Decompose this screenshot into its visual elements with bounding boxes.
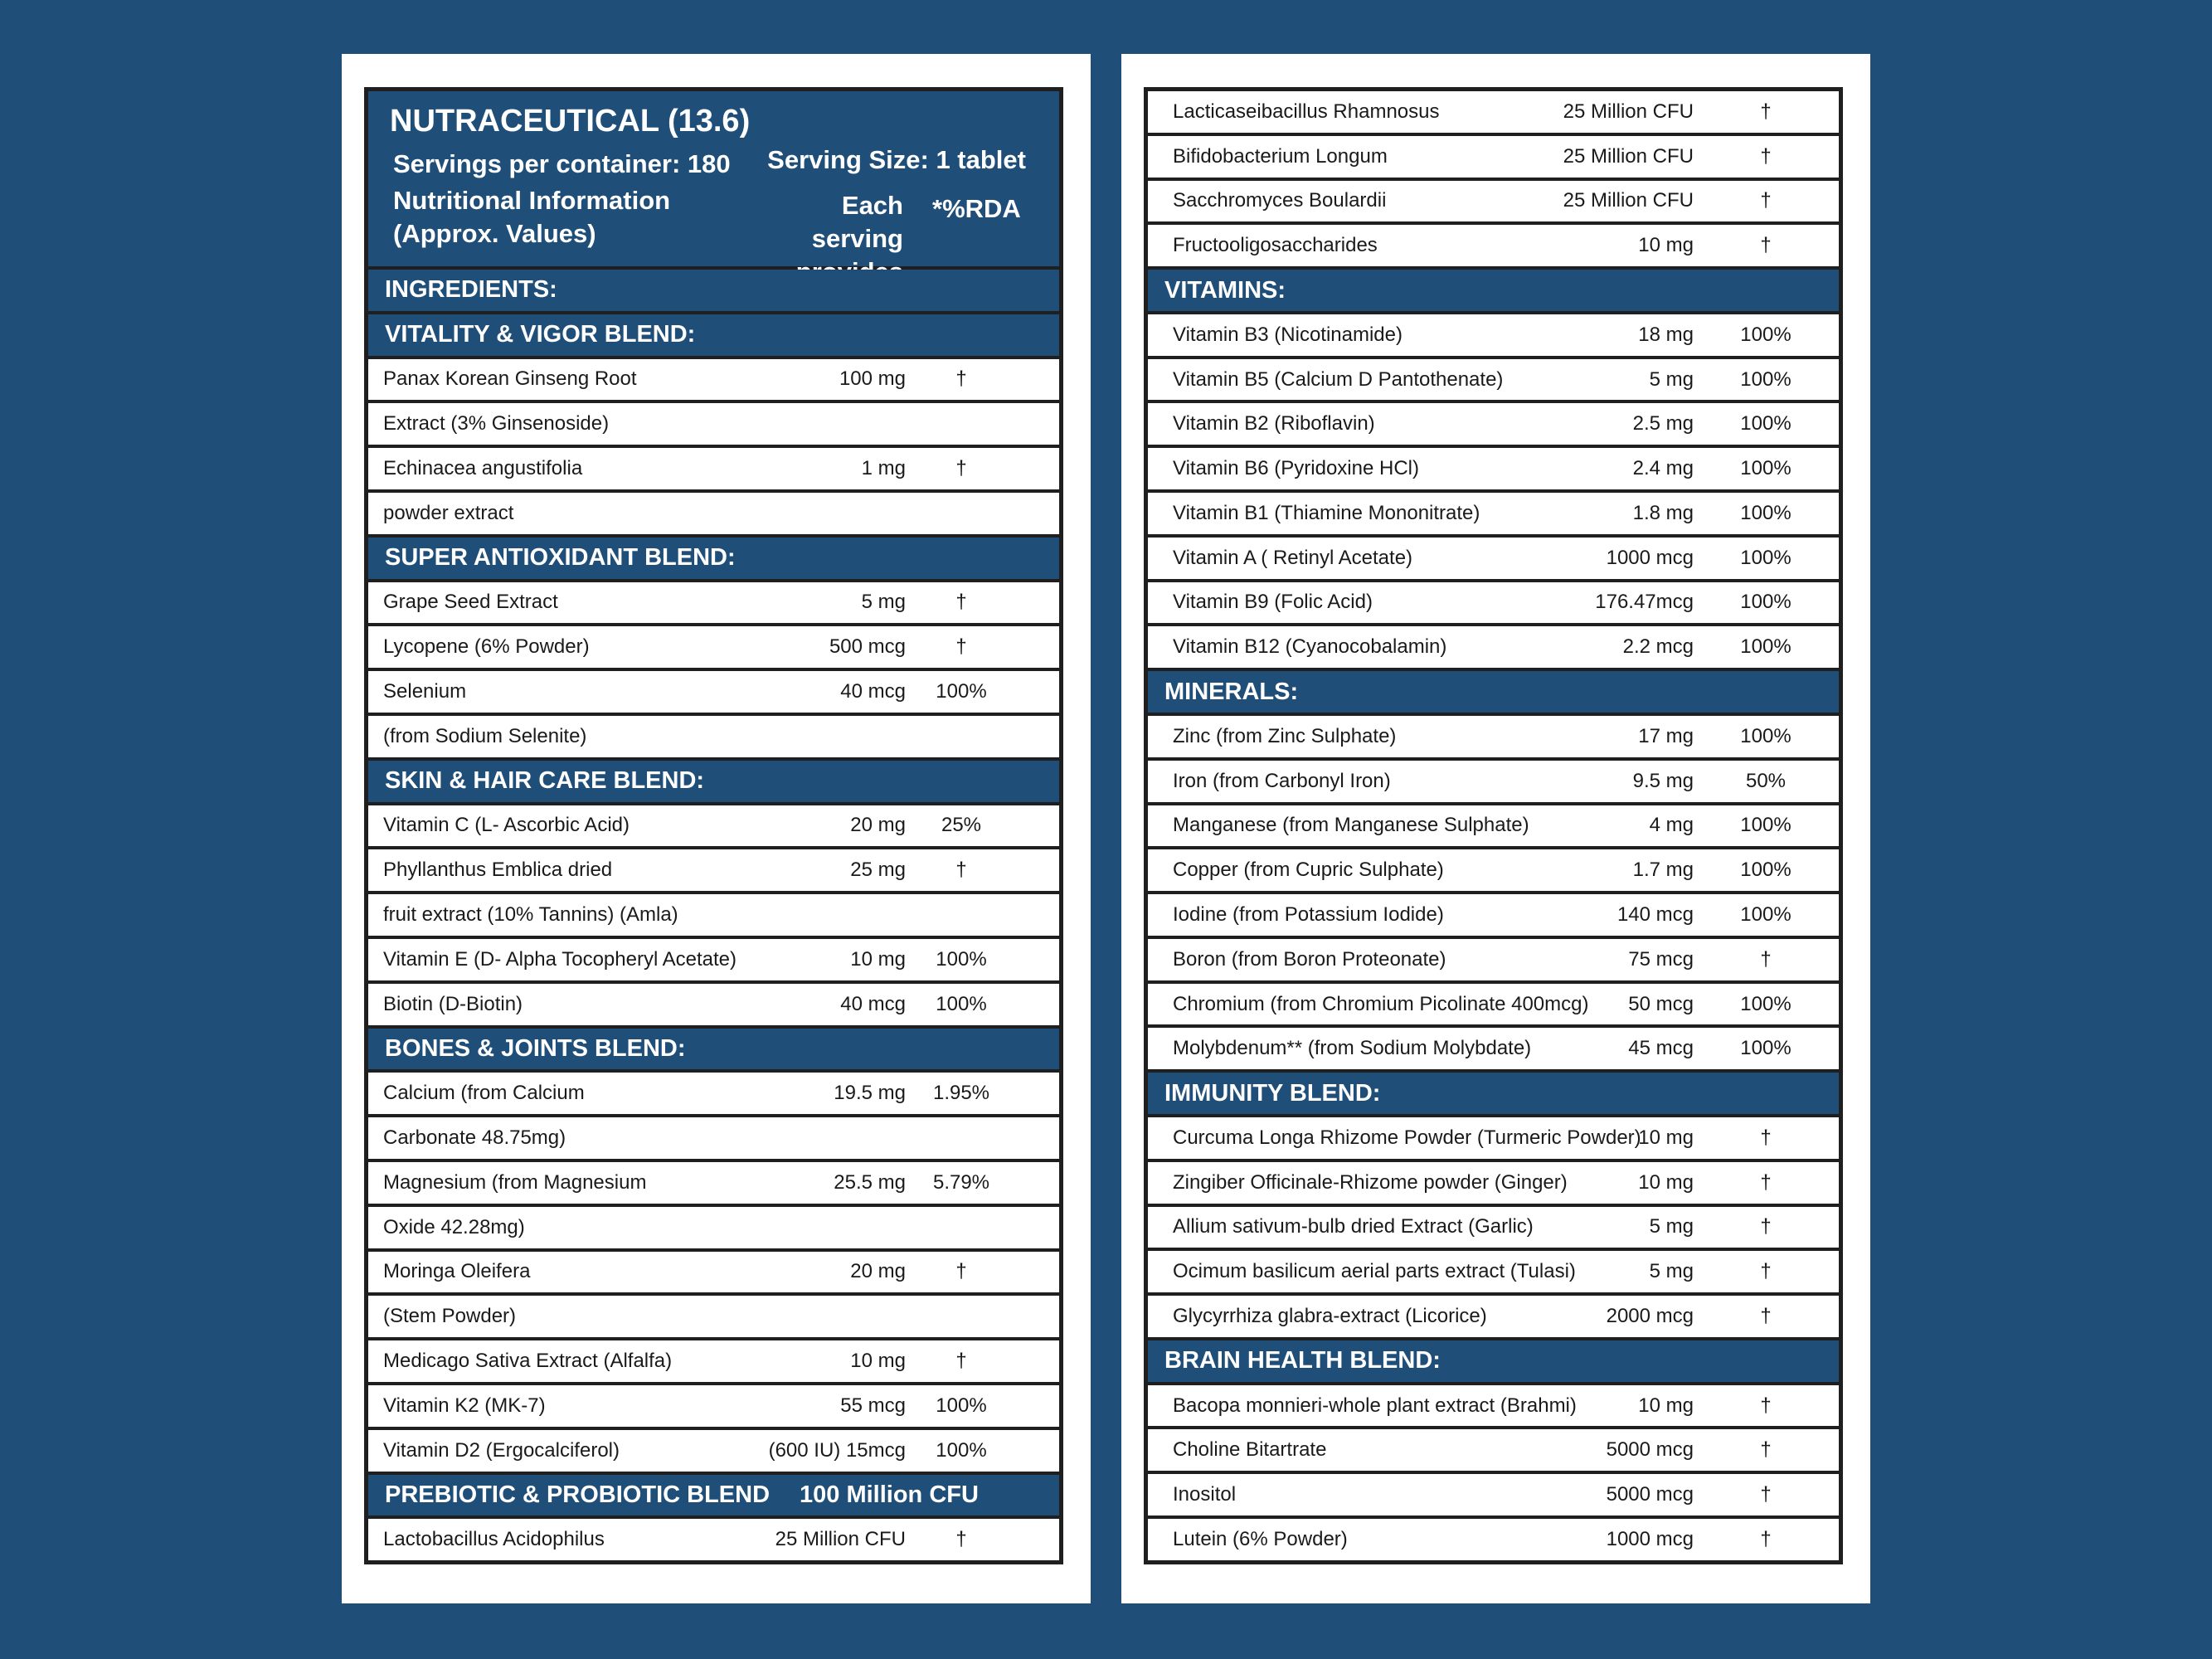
ingredient-rda: 100% (1740, 635, 1791, 659)
ingredient-rda: † (955, 1528, 967, 1551)
ingredient-amount: (600 IU) 15mcg (768, 1438, 906, 1462)
ingredient-name: Choline Bitartrate (1173, 1438, 1327, 1462)
ingredient-name: Iodine (from Potassium Iodide) (1173, 902, 1444, 926)
ingredient-row (1148, 1296, 1839, 1340)
ingredient-row (1148, 1028, 1839, 1073)
ingredient-rda: † (1760, 1438, 1772, 1462)
section-header (1148, 1340, 1839, 1385)
ingredient-row (1148, 1117, 1839, 1162)
ingredient-row (1148, 1207, 1839, 1252)
ingredient-amount: 5 mg (1649, 1260, 1694, 1283)
section-header (368, 270, 1059, 314)
ingredient-row (1148, 894, 1839, 939)
ingredient-rda: 100% (1740, 724, 1791, 747)
ingredient-row (1148, 225, 1839, 270)
ingredient-name: Vitamin C (L- Ascorbic Acid) (383, 814, 630, 837)
ingredient-name: Bacopa monnieri-whole plant extract (Brahmi) (1173, 1394, 1577, 1417)
ingredient-row (368, 716, 1059, 761)
ingredient-rda: † (1760, 1215, 1772, 1238)
ingredient-name: (Stem Powder) (383, 1305, 517, 1328)
ingredient-row (368, 448, 1059, 493)
ingredient-row (368, 849, 1059, 894)
ingredient-rda: 100% (1740, 412, 1791, 435)
ingredient-name: Fructooligosaccharides (1173, 234, 1378, 257)
ingredient-row (1148, 181, 1839, 226)
ingredient-rda: † (955, 591, 967, 614)
section-header (368, 314, 1059, 359)
ingredient-rda: 100% (936, 992, 987, 1015)
ingredient-name: Zingiber Officinale-Rhizome powder (Ginger) (1173, 1170, 1568, 1194)
ingredient-amount: 10 mg (850, 947, 906, 971)
ingredient-rda: † (1760, 947, 1772, 971)
ingredient-rda: 100% (936, 1394, 987, 1417)
ingredient-row (1148, 849, 1839, 894)
ingredient-row (1148, 939, 1839, 984)
nutritional-info-heading (393, 184, 670, 251)
ingredient-name: Calcium (from Calcium (383, 1082, 585, 1105)
section-amount: 100 Million CFU (800, 1481, 979, 1508)
ingredient-rda: † (955, 635, 967, 659)
rda-heading: *%RDA (932, 194, 1021, 223)
ingredient-amount: 45 mcg (1628, 1037, 1694, 1060)
ingredient-amount: 100 mg (839, 367, 906, 391)
ingredient-name: Bifidobacterium Longum (1173, 144, 1388, 168)
ingredient-row (1148, 448, 1839, 493)
ingredient-rda: 100% (1740, 457, 1791, 480)
serving-size: Serving Size: 1 tablet (767, 145, 1026, 174)
ingredient-row (368, 1207, 1059, 1252)
section-title: IMMUNITY BLEND: (1164, 1079, 1381, 1107)
ingredient-amount: 5000 mcg (1606, 1438, 1694, 1462)
ingredient-row (1148, 984, 1839, 1029)
ingredient-name: Vitamin D2 (Ergocalciferol) (383, 1438, 620, 1462)
ingredient-amount: 5000 mcg (1606, 1483, 1694, 1506)
ingredient-name: Moringa Oleifera (383, 1260, 531, 1283)
ingredient-name: Oxide 42.28mg) (383, 1215, 525, 1238)
ingredient-name: Chromium (from Chromium Picolinate 400mcg) (1173, 992, 1589, 1015)
ingredient-amount: 17 mg (1638, 724, 1694, 747)
ingredient-row (368, 626, 1059, 671)
section-header (1148, 1073, 1839, 1117)
ingredient-row (368, 1385, 1059, 1430)
ingredient-amount: 55 mcg (840, 1394, 906, 1417)
ingredient-amount: 50 mcg (1628, 992, 1694, 1015)
ingredient-amount: 20 mg (850, 814, 906, 837)
ingredient-amount: 2.2 mcg (1622, 635, 1694, 659)
ingredient-rda: † (1760, 189, 1772, 212)
ingredient-row (368, 1519, 1059, 1560)
ingredient-rda: 1.95% (932, 1082, 990, 1105)
ingredient-amount: 9.5 mg (1632, 769, 1694, 792)
ingredient-name: Zinc (from Zinc Sulphate) (1173, 724, 1397, 747)
ingredient-name: Vitamin B2 (Riboflavin) (1173, 412, 1375, 435)
ingredient-name: Vitamin A ( Retinyl Acetate) (1173, 546, 1413, 569)
ingredient-name: Iron (from Carbonyl Iron) (1173, 769, 1391, 792)
section-title: BONES & JOINTS BLEND: (385, 1034, 686, 1062)
ingredient-rda: 100% (1740, 501, 1791, 524)
ingredient-amount: 40 mcg (840, 992, 906, 1015)
ingredient-rda: † (1760, 100, 1772, 123)
ingredient-rda: 25% (941, 814, 982, 837)
ingredient-amount: 2000 mcg (1606, 1304, 1694, 1327)
ingredient-name: Echinacea angustifolia (383, 457, 583, 480)
ingredient-row (368, 493, 1059, 538)
ingredient-name: Manganese (from Manganese Sulphate) (1173, 814, 1529, 837)
ingredient-rda: 100% (1740, 814, 1791, 837)
ingredient-amount: 5 mg (861, 591, 906, 614)
ingredient-name: Lutein (6% Powder) (1173, 1527, 1348, 1550)
ingredient-row (1148, 626, 1839, 671)
ingredient-rda: 100% (936, 1438, 987, 1462)
ingredient-row (368, 805, 1059, 850)
ingredient-row (1148, 493, 1839, 538)
ingredient-row (1148, 1251, 1839, 1296)
left-nutrition-table (364, 87, 1063, 1564)
ingredient-amount: 18 mg (1638, 323, 1694, 346)
ingredient-amount: 25 Million CFU (1563, 100, 1694, 123)
ingredient-amount: 10 mg (1638, 1170, 1694, 1194)
ingredient-name: Vitamin B3 (Nicotinamide) (1173, 323, 1403, 346)
ingredient-row (368, 1296, 1059, 1340)
ingredient-name: Allium sativum-bulb dried Extract (Garlic) (1173, 1215, 1534, 1238)
ingredient-row (368, 582, 1059, 627)
ingredient-row (1148, 538, 1839, 582)
section-title: INGREDIENTS: (385, 276, 557, 304)
section-title: MINERALS: (1164, 678, 1299, 705)
ingredient-name: Biotin (D-Biotin) (383, 992, 523, 1015)
ingredient-amount: 25 Million CFU (1563, 189, 1694, 212)
ingredient-row (1148, 716, 1839, 761)
ingredient-name: Boron (from Boron Proteonate) (1173, 947, 1446, 971)
ingredient-name: Vitamin E (D- Alpha Tocopheryl Acetate) (383, 947, 737, 971)
section-title: PREBIOTIC & PROBIOTIC BLEND (385, 1481, 771, 1508)
ingredient-amount: 5 mg (1649, 367, 1694, 391)
ingredient-row (1148, 1519, 1839, 1560)
ingredient-rda: 100% (1740, 1037, 1791, 1060)
ingredient-amount: 2.4 mg (1632, 457, 1694, 480)
section-title: VITAMINS: (1164, 276, 1286, 304)
ingredient-name: (from Sodium Selenite) (383, 724, 587, 747)
ingredient-amount: 1000 mcg (1606, 546, 1694, 569)
ingredient-row (368, 1252, 1059, 1297)
ingredient-name: Vitamin B6 (Pyridoxine HCl) (1173, 457, 1419, 480)
ingredient-name: Grape Seed Extract (383, 591, 558, 614)
ingredient-rda: † (955, 1350, 967, 1373)
ingredient-name: Panax Korean Ginseng Root (383, 367, 637, 391)
section-header (368, 761, 1059, 805)
right-nutrition-table (1144, 87, 1843, 1564)
ingredient-amount: 4 mg (1649, 814, 1694, 837)
ingredient-amount: 1.8 mg (1632, 501, 1694, 524)
ingredient-rda: † (1760, 144, 1772, 168)
ingredient-row (368, 939, 1059, 984)
ingredient-amount: 176.47mcg (1595, 591, 1694, 614)
section-header (1148, 671, 1839, 716)
ingredient-name: Copper (from Cupric Sulphate) (1173, 859, 1444, 882)
ingredient-row (1148, 91, 1839, 136)
ingredient-name: Lacticaseibacillus Rhamnosus (1173, 100, 1440, 123)
ingredient-amount: 25 Million CFU (1563, 144, 1694, 168)
ingredient-name: Vitamin B1 (Thiamine Mononitrate) (1173, 501, 1480, 524)
ingredient-amount: 10 mg (1638, 1394, 1694, 1417)
ingredient-row (368, 671, 1059, 716)
section-title: VITALITY & VIGOR BLEND: (385, 321, 696, 348)
ingredient-amount: 1 mg (861, 457, 906, 480)
ingredient-row (368, 1340, 1059, 1385)
ingredient-amount: 1.7 mg (1632, 859, 1694, 882)
ingredient-rda: 100% (1740, 992, 1791, 1015)
ingredient-rda: † (1760, 1527, 1772, 1550)
ingredient-row (368, 1430, 1059, 1475)
servings-per-container: Servings per container: 180 (393, 149, 731, 178)
ingredient-name: Carbonate 48.75mg) (383, 1126, 566, 1150)
ingredient-row (368, 984, 1059, 1029)
ingredient-name: Inositol (1173, 1483, 1237, 1506)
ingredient-amount: 40 mcg (840, 680, 906, 703)
ingredient-amount: 75 mcg (1628, 947, 1694, 971)
ingredient-amount: 1000 mcg (1606, 1527, 1694, 1550)
ingredient-name: Molybdenum** (from Sodium Molybdate) (1173, 1037, 1532, 1060)
product-title: NUTRACEUTICAL (13.6) (390, 104, 751, 139)
right-label-panel (1121, 54, 1870, 1603)
ingredient-row (1148, 582, 1839, 627)
ingredient-name: Extract (3% Ginsenoside) (383, 412, 610, 435)
ingredient-name: Glycyrrhiza glabra-extract (Licorice) (1173, 1304, 1487, 1327)
ingredient-name: Vitamin B9 (Folic Acid) (1173, 591, 1373, 614)
ingredient-rda: 100% (1740, 323, 1791, 346)
ingredient-amount: 10 mg (1638, 234, 1694, 257)
ingredient-row (1148, 314, 1839, 359)
ingredient-rda: † (1760, 1126, 1772, 1149)
section-title: BRAIN HEALTH BLEND: (1164, 1347, 1441, 1374)
ingredient-rda: 100% (1740, 902, 1791, 926)
ingredient-rda: † (1760, 1170, 1772, 1194)
ingredient-row (1148, 136, 1839, 181)
ingredient-rda: 100% (1740, 546, 1791, 569)
ingredient-row (1148, 1385, 1839, 1430)
ingredient-row (368, 1117, 1059, 1162)
ingredient-rda: † (1760, 234, 1772, 257)
ingredient-name: Vitamin B12 (Cyanocobalamin) (1173, 635, 1447, 659)
ingredient-name: Lactobacillus Acidophilus (383, 1528, 605, 1551)
ingredient-name: Selenium (383, 680, 467, 703)
ingredient-rda: 50% (1745, 769, 1787, 792)
ingredient-rda: 5.79% (932, 1170, 990, 1194)
ingredient-amount: 20 mg (850, 1260, 906, 1283)
ingredient-name: Phyllanthus Emblica dried (383, 859, 613, 882)
ingredient-rda: † (1760, 1304, 1772, 1327)
ingredient-amount: 19.5 mg (834, 1082, 906, 1105)
ingredient-row (1148, 805, 1839, 850)
ingredient-rda: † (955, 859, 967, 882)
ingredient-row (368, 403, 1059, 448)
ingredient-name: Lycopene (6% Powder) (383, 635, 590, 659)
ingredient-amount: 10 mg (850, 1350, 906, 1373)
ingredient-amount: 500 mcg (829, 635, 906, 659)
ingredient-name: fruit extract (10% Tannins) (Amla) (383, 903, 678, 927)
ingredient-name: Vitamin B5 (Calcium D Pantothenate) (1173, 367, 1504, 391)
ingredient-rda: † (1760, 1394, 1772, 1417)
ingredient-rda: † (955, 1260, 967, 1283)
ingredient-amount: 10 mg (1638, 1126, 1694, 1149)
ingredient-row (1148, 1429, 1839, 1474)
ingredient-row (1148, 761, 1839, 805)
ingredient-rda: † (1760, 1260, 1772, 1283)
ingredient-name: Magnesium (from Magnesium (383, 1170, 647, 1194)
section-header (368, 1029, 1059, 1073)
section-header (368, 538, 1059, 582)
ingredient-name: Vitamin K2 (MK-7) (383, 1394, 546, 1417)
ingredient-rda: † (955, 367, 967, 391)
info-line-1: Nutritional Information (393, 186, 671, 215)
ingredient-row (1148, 359, 1839, 404)
ingredient-amount: 2.5 mg (1632, 412, 1694, 435)
left-label-panel (342, 54, 1091, 1603)
ingredient-row (368, 1073, 1059, 1117)
ingredient-rda: 100% (1740, 367, 1791, 391)
ingredient-amount: 25 mg (850, 859, 906, 882)
info-line-2: (Approx. Values) (393, 219, 596, 248)
ingredient-rda: 100% (936, 947, 987, 971)
each-line-1: Each serving (811, 191, 903, 253)
ingredient-row (368, 894, 1059, 939)
ingredient-rda: † (955, 457, 967, 480)
ingredient-rda: 100% (1740, 591, 1791, 614)
section-header (368, 1475, 1059, 1520)
ingredient-name: powder extract (383, 501, 514, 524)
section-header (1148, 270, 1839, 314)
ingredient-amount: 5 mg (1649, 1215, 1694, 1238)
ingredient-row (368, 1162, 1059, 1207)
ingredient-rda: † (1760, 1483, 1772, 1506)
ingredient-row (1148, 1474, 1839, 1519)
ingredient-name: Ocimum basilicum aerial parts extract (Tulasi) (1173, 1260, 1576, 1283)
section-title: SKIN & HAIR CARE BLEND: (385, 767, 705, 795)
ingredient-name: Medicago Sativa Extract (Alfalfa) (383, 1350, 673, 1373)
ingredient-name: Curcuma Longa Rhizome Powder (Turmeric Powder) (1173, 1126, 1641, 1149)
label-header (368, 91, 1059, 270)
ingredient-row (1148, 1162, 1839, 1207)
ingredient-rda: 100% (936, 680, 987, 703)
ingredient-amount: 140 mcg (1616, 902, 1694, 926)
section-title: SUPER ANTIOXIDANT BLEND: (385, 544, 736, 572)
ingredient-amount: 25 Million CFU (775, 1528, 906, 1551)
ingredient-row (1148, 403, 1839, 448)
ingredient-row (368, 359, 1059, 404)
ingredient-rda: 100% (1740, 859, 1791, 882)
ingredient-amount: 25.5 mg (834, 1170, 906, 1194)
ingredient-name: Sacchromyces Boulardii (1173, 189, 1387, 212)
